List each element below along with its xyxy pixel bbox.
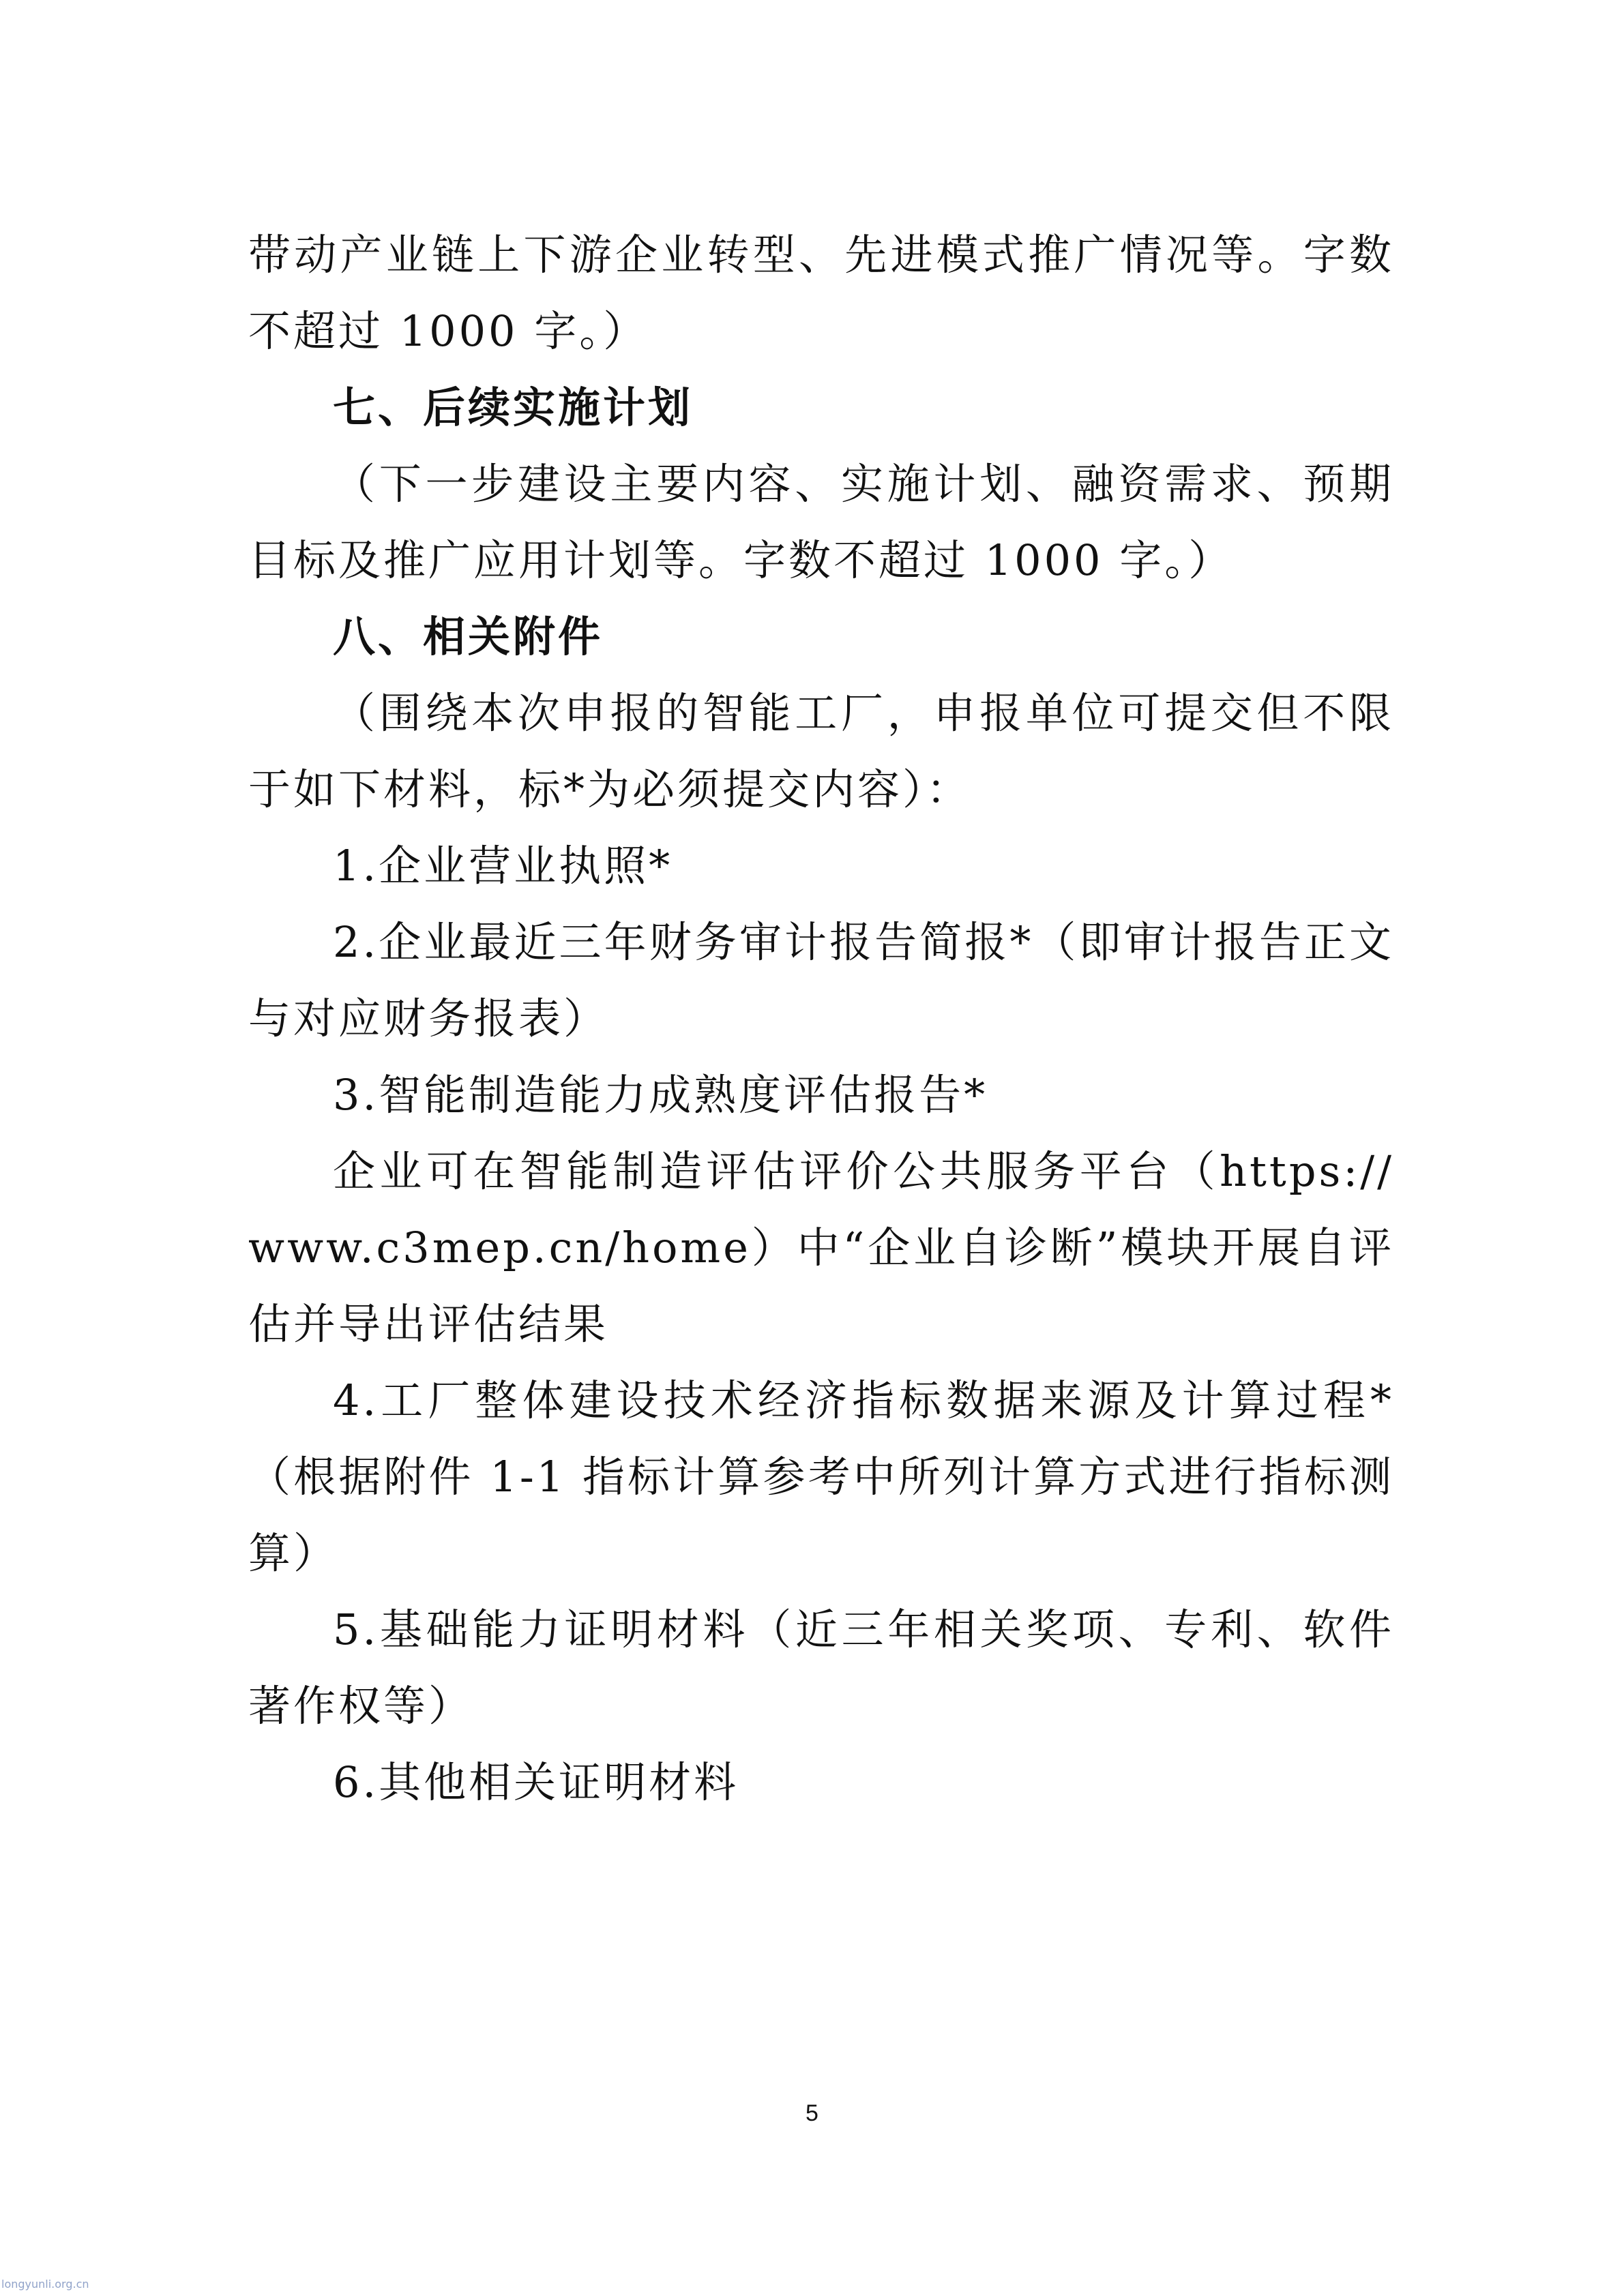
list-item-audit-report: 2.企业最近三年财务审计报告简报*（即审计报告正文与对应财务报表） xyxy=(248,917,1394,1043)
watermark-text: longyunli.org.cn xyxy=(1,2278,89,2291)
list-item-capability-proof: 5.基础能力证明材料（近三年相关奖项、专利、软件著作权等） xyxy=(248,1605,1394,1731)
section-heading-follow-up-plan: 七、后续实施计划 xyxy=(333,383,694,432)
paragraph-attachments-intro: （围绕本次申报的智能工厂，申报单位可提交但不限于如下材料，标*为必须提交内容）： xyxy=(248,688,1394,814)
list-item-other-proof: 6.其他相关证明材料 xyxy=(333,1757,739,1807)
page-number: 5 xyxy=(806,2100,818,2126)
paragraph-continuation: 带动产业链上下游企业转型、先进模式推广情况等。字数不超过 1000 字。） xyxy=(248,230,1394,356)
list-item-business-license: 1.企业营业执照* xyxy=(333,841,673,891)
document-body xyxy=(248,217,1394,1821)
list-item-maturity-assessment: 3.智能制造能力成熟度评估报告* xyxy=(333,1070,988,1120)
paragraph-assessment-platform: 企业可在智能制造评估评价公共服务平台（https://www.c3mep.cn/home）中“企业自诊断”模块开展自评估并导出评估结果 xyxy=(248,1146,1394,1349)
section-heading-attachments: 八、相关附件 xyxy=(333,612,604,661)
paragraph-follow-up-plan: （下一步建设主要内容、实施计划、融资需求、预期目标及推广应用计划等。字数不超过 1000 字。） xyxy=(248,459,1394,585)
list-item-indicator-data: 4.工厂整体建设技术经济指标数据来源及计算过程*（根据附件 1-1 指标计算参考中所列计算方式进行指标测算） xyxy=(248,1375,1394,1578)
